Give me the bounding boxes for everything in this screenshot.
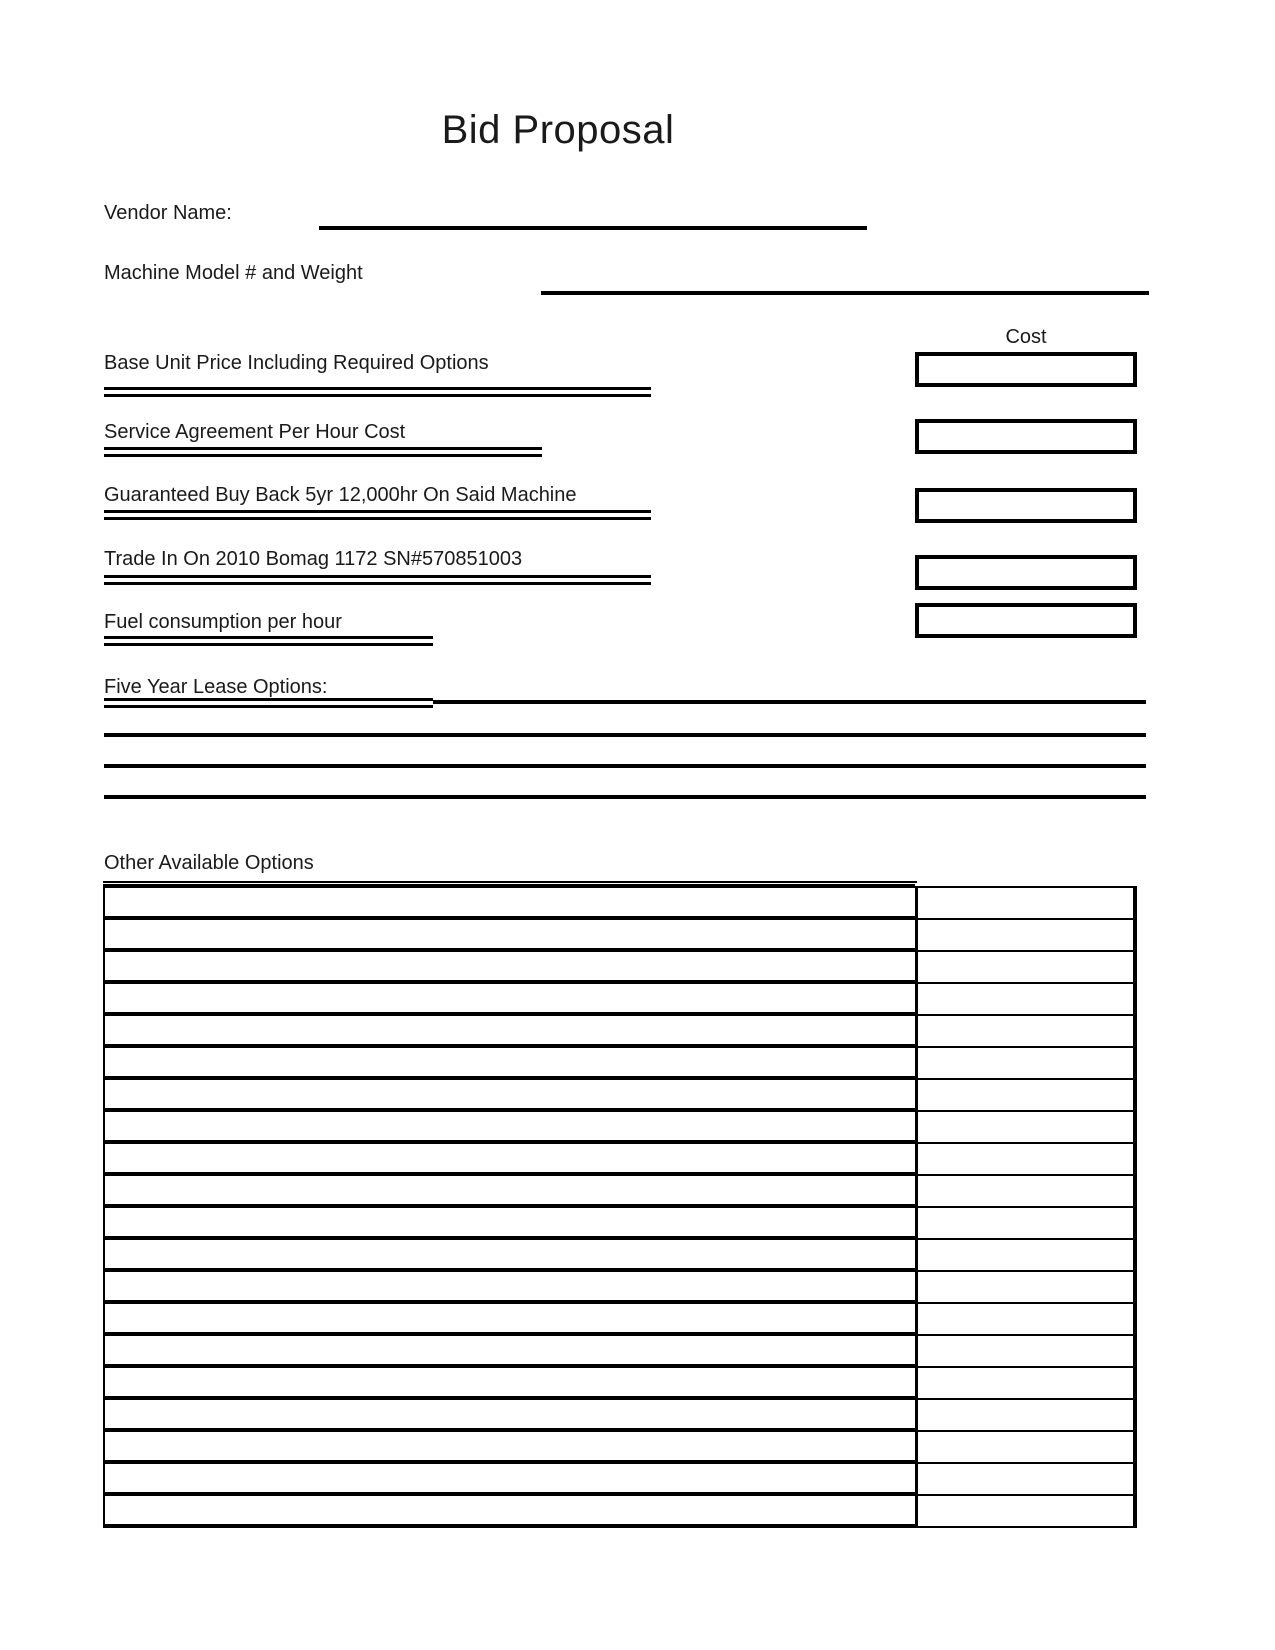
option-cost-cell[interactable] — [918, 1336, 1133, 1368]
five-year-lease-underline — [104, 698, 433, 708]
option-cost-cell[interactable] — [918, 1272, 1133, 1304]
option-cell[interactable] — [105, 952, 915, 984]
option-cost-cell[interactable] — [918, 888, 1133, 920]
option-cell[interactable] — [105, 984, 915, 1016]
option-cell[interactable] — [105, 1048, 915, 1080]
service-agreement-cost-box[interactable] — [915, 419, 1137, 454]
option-cell[interactable] — [105, 1336, 915, 1368]
option-cell[interactable] — [105, 1016, 915, 1048]
option-cost-cell[interactable] — [918, 952, 1133, 984]
option-cell[interactable] — [105, 1208, 915, 1240]
base-unit-price-underline — [104, 387, 651, 397]
option-cell[interactable] — [105, 1368, 915, 1400]
option-cost-cell[interactable] — [918, 1208, 1133, 1240]
fuel-consumption-underline — [104, 636, 433, 646]
option-cost-cell[interactable] — [918, 1016, 1133, 1048]
lease-fill-line[interactable] — [104, 764, 1146, 768]
lease-fill-line-first[interactable] — [433, 700, 1146, 704]
cost-column-header: Cost — [1005, 326, 1047, 348]
option-cost-cell[interactable] — [918, 1112, 1133, 1144]
base-unit-price-cost-box[interactable] — [915, 352, 1137, 387]
option-cell[interactable] — [105, 1496, 915, 1528]
vendor-name-fill-line[interactable] — [319, 226, 867, 230]
option-cell[interactable] — [105, 1272, 915, 1304]
document-title: Bid Proposal — [441, 108, 675, 152]
lease-blank-lines — [104, 733, 1146, 799]
option-cell[interactable] — [105, 920, 915, 952]
option-cell[interactable] — [105, 1432, 915, 1464]
service-agreement-label: Service Agreement Per Hour Cost — [104, 421, 406, 443]
option-cell[interactable] — [105, 1144, 915, 1176]
option-cost-cell[interactable] — [918, 1240, 1133, 1272]
guaranteed-buyback-underline — [104, 510, 651, 520]
option-cost-cell[interactable] — [918, 1368, 1133, 1400]
guaranteed-buyback-cost-box[interactable] — [915, 488, 1137, 523]
option-cost-cell[interactable] — [918, 1464, 1133, 1496]
option-cell[interactable] — [105, 1080, 915, 1112]
lease-fill-line[interactable] — [104, 795, 1146, 799]
option-cost-cell[interactable] — [918, 984, 1133, 1016]
option-cost-cell[interactable] — [918, 1080, 1133, 1112]
trade-in-label: Trade In On 2010 Bomag 1172 SN#570851003 — [104, 548, 523, 570]
base-unit-price-label: Base Unit Price Including Required Options — [104, 352, 489, 374]
option-cost-cell[interactable] — [918, 1144, 1133, 1176]
option-cell[interactable] — [105, 1112, 915, 1144]
option-cell[interactable] — [105, 1400, 915, 1432]
vendor-name-label: Vendor Name: — [104, 202, 232, 224]
lease-fill-line[interactable] — [104, 733, 1146, 737]
option-cell[interactable] — [105, 1304, 915, 1336]
options-table-option-column — [103, 884, 915, 1528]
option-cost-cell[interactable] — [918, 1432, 1133, 1464]
options-table-cost-column — [915, 886, 1137, 1528]
trade-in-cost-box[interactable] — [915, 555, 1137, 590]
option-cell[interactable] — [105, 1464, 915, 1496]
service-agreement-underline — [104, 447, 542, 457]
option-cost-cell[interactable] — [918, 1400, 1133, 1432]
option-cost-cell[interactable] — [918, 1304, 1133, 1336]
option-cost-cell[interactable] — [918, 920, 1133, 952]
machine-model-label: Machine Model # and Weight — [104, 262, 363, 284]
other-options-label: Other Available Options — [104, 852, 314, 874]
option-cost-cell[interactable] — [918, 1176, 1133, 1208]
option-cost-cell[interactable] — [918, 1048, 1133, 1080]
option-cell[interactable] — [105, 1176, 915, 1208]
machine-model-fill-line[interactable] — [541, 291, 1149, 295]
five-year-lease-label: Five Year Lease Options: — [104, 676, 328, 698]
option-cell[interactable] — [105, 888, 915, 920]
options-table-top-rule — [103, 881, 917, 883]
fuel-consumption-cost-box[interactable] — [915, 603, 1137, 638]
guaranteed-buyback-label: Guaranteed Buy Back 5yr 12,000hr On Said Machine — [104, 484, 577, 506]
option-cell[interactable] — [105, 1240, 915, 1272]
fuel-consumption-label: Fuel consumption per hour — [104, 611, 342, 633]
trade-in-underline — [104, 575, 651, 585]
option-cost-cell[interactable] — [918, 1496, 1133, 1528]
